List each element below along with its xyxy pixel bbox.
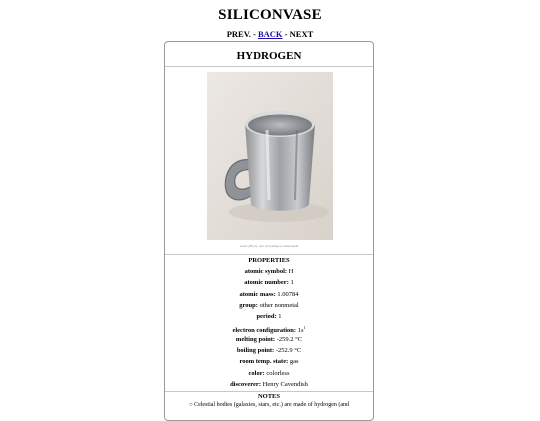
property-row: [165, 368, 373, 379]
element-title: HYDROGEN: [236, 50, 302, 62]
property-label: boiling point:: [236, 347, 275, 355]
nav-bar: [0, 29, 540, 39]
property-row: [165, 266, 373, 277]
property-label: melting point:: [235, 335, 276, 343]
next-link[interactable]: NEXT: [289, 29, 314, 39]
nav-separator: -: [282, 29, 290, 39]
property-row: [165, 300, 373, 311]
mug-photo: [207, 72, 333, 240]
property-value: 1: [290, 279, 294, 287]
property-value: colorless: [266, 369, 290, 377]
property-row: [165, 334, 373, 345]
element-card: [164, 41, 374, 421]
divider: [165, 391, 373, 392]
property-value: -252.9 °C: [275, 347, 302, 355]
nav-separator: -: [250, 29, 258, 39]
property-row: [165, 356, 373, 367]
property-value: H: [288, 268, 294, 275]
property-label: electron configuration:: [232, 327, 297, 335]
property-label: discoverer:: [230, 380, 261, 388]
property-label: room temp. state:: [239, 358, 289, 366]
property-row: [165, 322, 373, 333]
property-superscript: 1: [303, 325, 306, 331]
property-label: color:: [248, 369, 265, 377]
property-label: atomic symbol:: [244, 268, 288, 275]
properties-heading: PROPERTIES: [248, 257, 290, 264]
property-row: [165, 289, 373, 300]
divider: [165, 66, 373, 67]
property-value: 1.00784: [277, 290, 299, 298]
notes-text: ○ Celestial bodies (galaxies, stars, etc.) are made of hydrogen (and: [188, 402, 350, 408]
property-row: [165, 345, 373, 356]
property-label: period:: [256, 313, 277, 321]
property-value: other nonmetal: [259, 301, 299, 309]
property-row: [165, 311, 373, 322]
back-link[interactable]: BACK: [257, 29, 283, 39]
property-label: group:: [239, 301, 258, 309]
property-value: -259.2 °C: [276, 335, 303, 343]
property-value: Henry Cavendish: [262, 380, 308, 388]
image-caption: water (H₂O), one of hydrogen compounds: [239, 244, 299, 248]
property-row: [165, 277, 373, 288]
property-label: atomic mass:: [239, 290, 276, 298]
property-label: atomic number:: [244, 279, 289, 287]
property-value: 1s: [297, 327, 304, 335]
notes-heading: NOTES: [257, 393, 281, 400]
property-value: gas: [289, 358, 299, 366]
properties-list: [165, 266, 373, 390]
property-value: 1: [278, 313, 282, 321]
divider: [165, 254, 373, 255]
prev-link[interactable]: PREV.: [226, 29, 251, 39]
site-title: SILICONVASE: [218, 7, 322, 23]
property-row: [165, 379, 373, 390]
